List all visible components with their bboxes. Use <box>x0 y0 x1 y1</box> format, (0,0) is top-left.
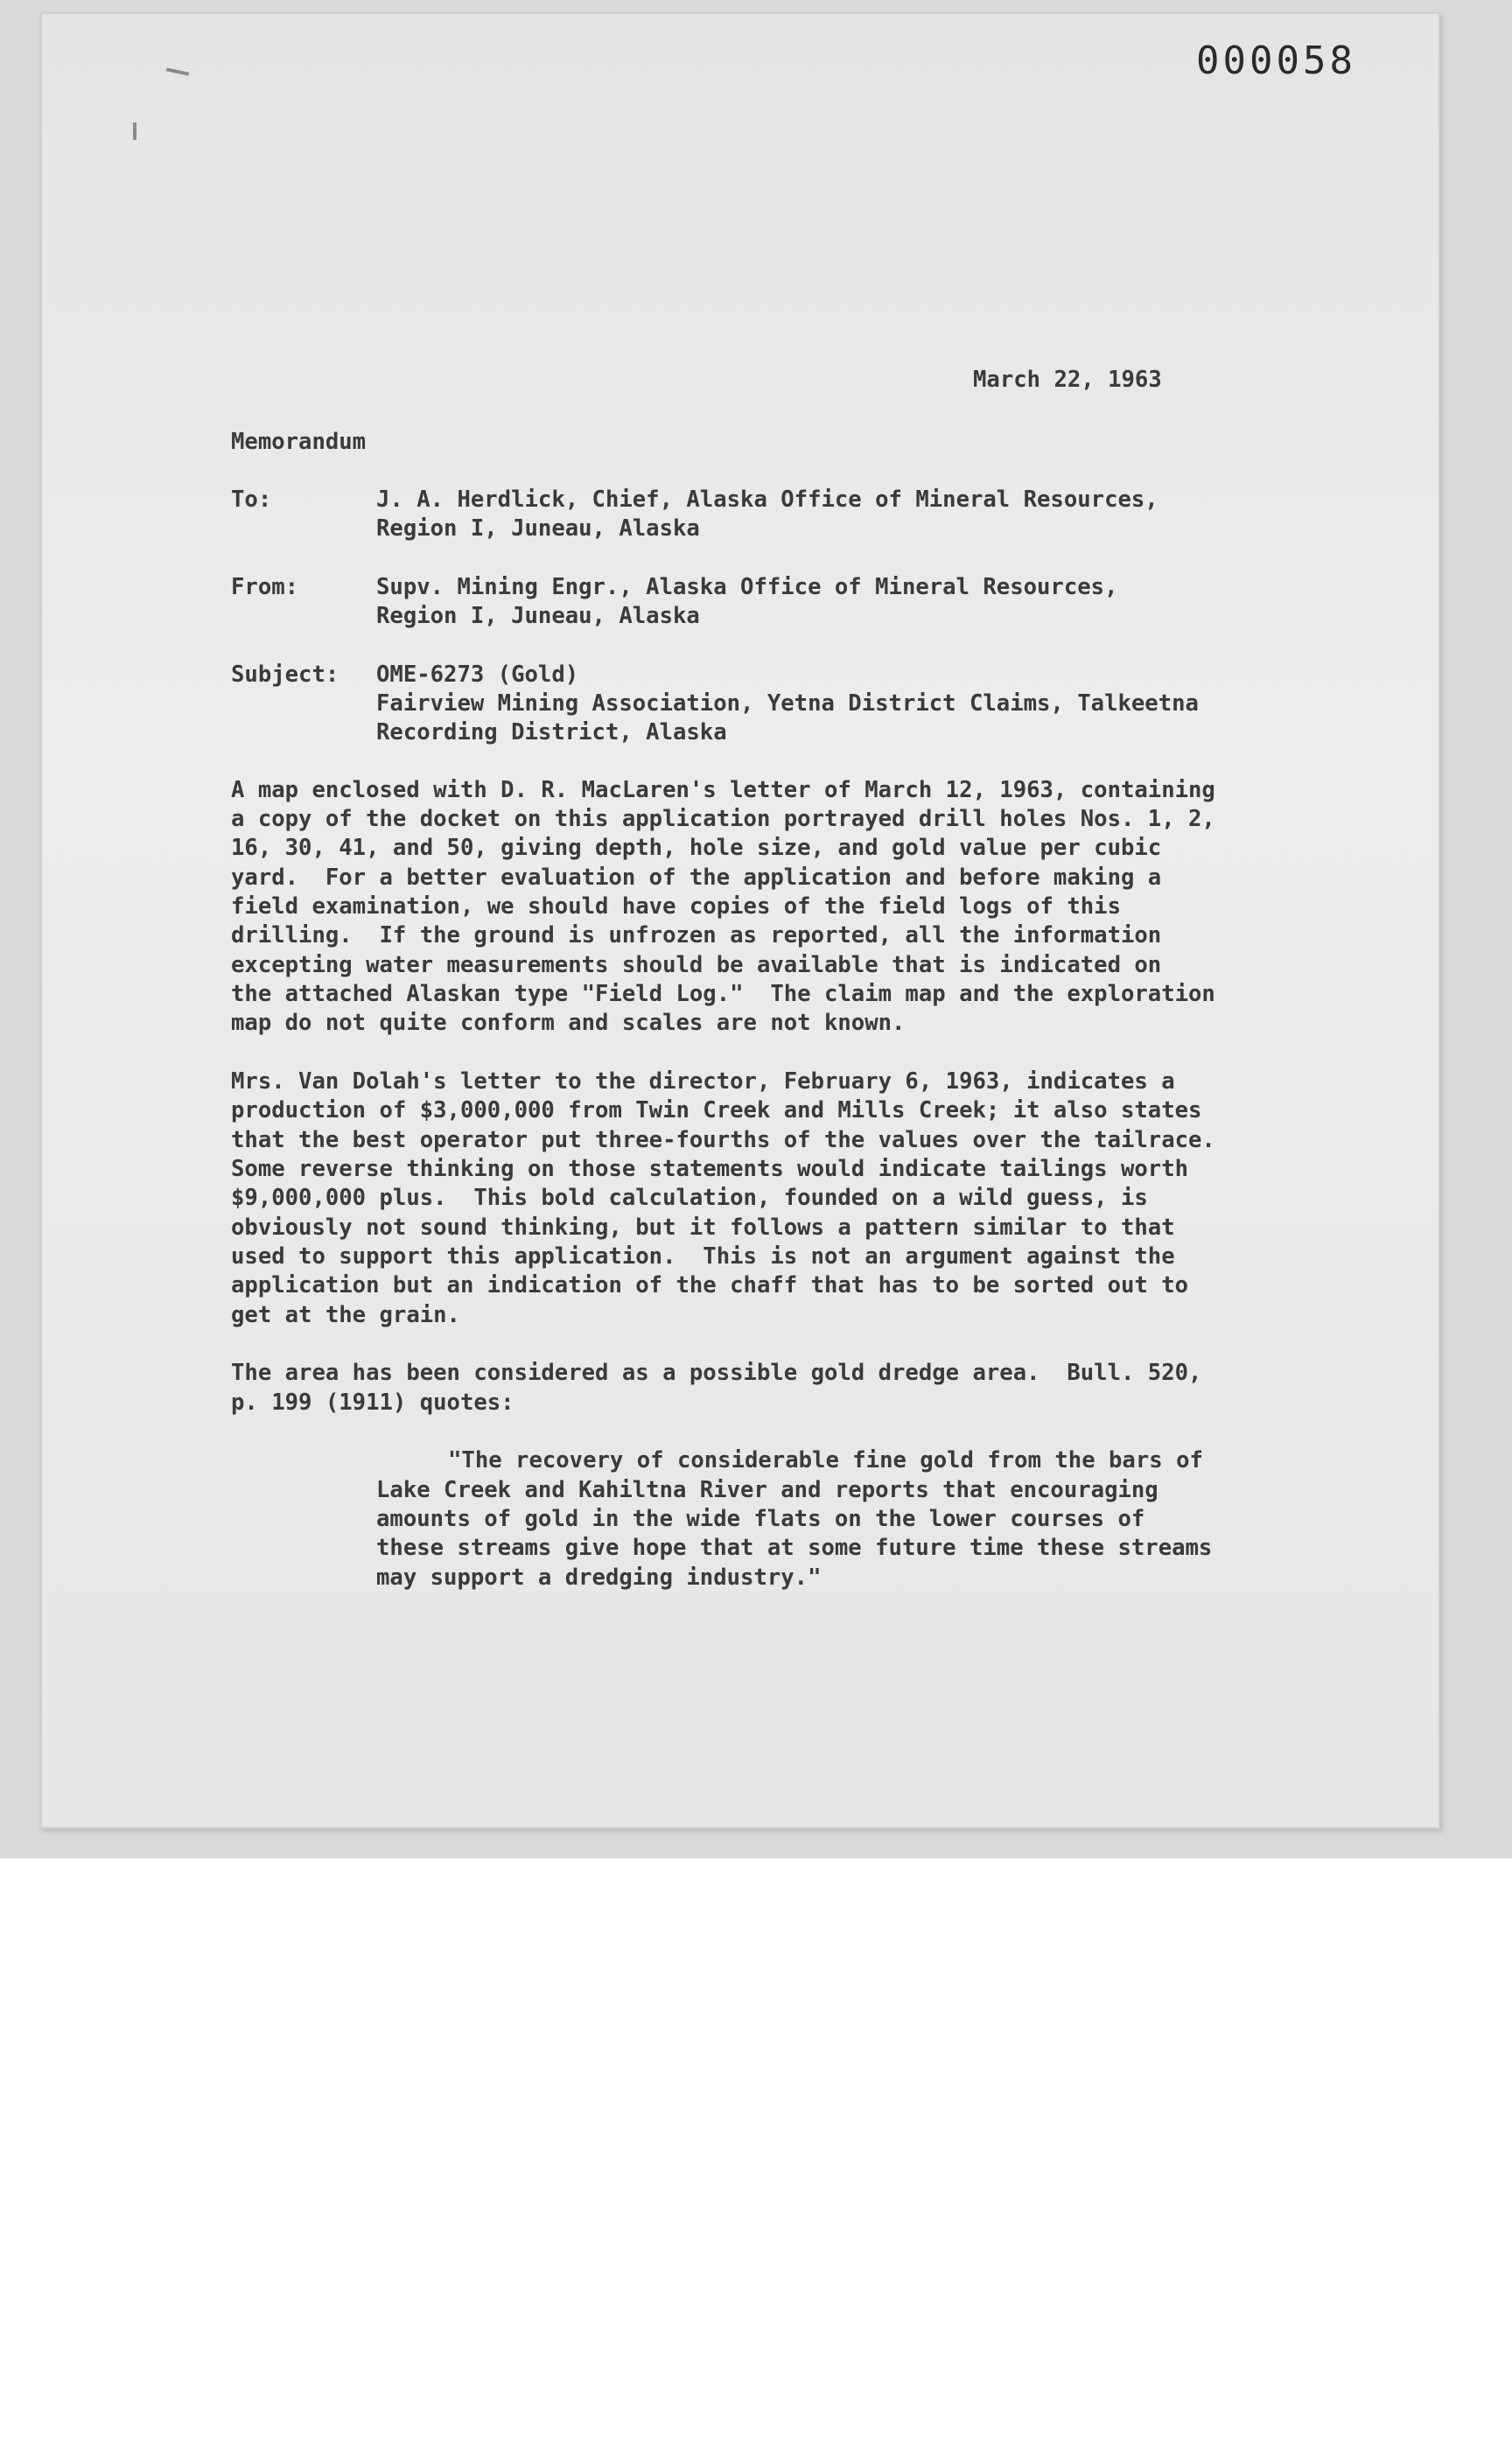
paragraph-line: production of $3,000,000 from Twin Creek and Mills Creek; it also states <box>231 1097 1202 1124</box>
paragraph-line: obviously not sound thinking, but it follows a pattern similar to that <box>231 1214 1175 1241</box>
to-label: To: <box>231 486 272 513</box>
paragraph-line: a copy of the docket on this application portrayed drill holes Nos. 1, 2, <box>231 806 1215 832</box>
memo-date: March 22, 1963 <box>973 367 1162 393</box>
subject-line: OME-6273 (Gold) <box>376 662 579 688</box>
quote-line: "The recovery of considerable fine gold from the bars of <box>448 1447 1203 1474</box>
paragraph-line: Mrs. Van Dolah's letter to the director, February 6, 1963, indicates a <box>231 1068 1175 1095</box>
paragraph-line: 16, 30, 41, and 50, giving depth, hole size, and gold value per cubic <box>231 835 1162 861</box>
from-line: Region I, Juneau, Alaska <box>376 603 700 629</box>
paragraph-line: Some reverse thinking on those statements would indicate tailings worth <box>231 1156 1189 1182</box>
paragraph-line: excepting water measurements should be available that is indicated on <box>231 952 1162 978</box>
quote-line: amounts of gold in the wide flats on the lower courses of <box>376 1506 1145 1532</box>
paragraph-line: The area has been considered as a possible gold dredge area. Bull. 520, <box>231 1360 1202 1386</box>
paragraph-line: p. 199 (1911) quotes: <box>231 1390 514 1416</box>
paragraph-line: $9,000,000 plus. This bold calculation, founded on a wild guess, is <box>231 1185 1148 1211</box>
subject-line: Recording District, Alaska <box>376 719 727 746</box>
paragraph-line: the attached Alaskan type "Field Log." The claim map and the exploration <box>231 981 1215 1007</box>
paragraph-line: map do not quite conform and scales are not known. <box>231 1010 906 1036</box>
from-label: From: <box>231 574 299 600</box>
quote-line: these streams give hope that at some future time these streams <box>376 1535 1213 1561</box>
page-number: 000058 <box>1196 38 1356 83</box>
paragraph-line: application but an indication of the chaff that has to be sorted out to <box>231 1272 1189 1298</box>
paragraph-line: used to support this application. This is not an argument against the <box>231 1243 1175 1270</box>
paragraph-line: drilling. If the ground is unfrozen as reported, all the information <box>231 922 1162 948</box>
paragraph-line: yard. For a better evaluation of the application and before making a <box>231 864 1162 891</box>
quote-line: Lake Creek and Kahiltna River and reports that encouraging <box>376 1477 1158 1503</box>
paragraph-line: field examination, we should have copies of the field logs of this <box>231 893 1121 920</box>
to-line: J. A. Herdlick, Chief, Alaska Office of Mineral Resources, <box>376 486 1158 513</box>
subject-label: Subject: <box>231 662 340 688</box>
paragraph-line: get at the grain. <box>231 1302 460 1328</box>
paragraph-line: A map enclosed with D. R. MacLaren's letter of March 12, 1963, containing <box>231 777 1215 803</box>
quote-line: may support a dredging industry." <box>376 1564 822 1591</box>
to-line: Region I, Juneau, Alaska <box>376 515 700 542</box>
from-line: Supv. Mining Engr., Alaska Office of Mineral Resources, <box>376 574 1118 600</box>
subject-line: Fairview Mining Association, Yetna District Claims, Talkeetna <box>376 690 1199 717</box>
paragraph-line: that the best operator put three-fourths of the values over the tailrace. <box>231 1127 1215 1153</box>
scan-mark <box>133 122 136 140</box>
memo-heading: Memorandum <box>231 429 367 455</box>
